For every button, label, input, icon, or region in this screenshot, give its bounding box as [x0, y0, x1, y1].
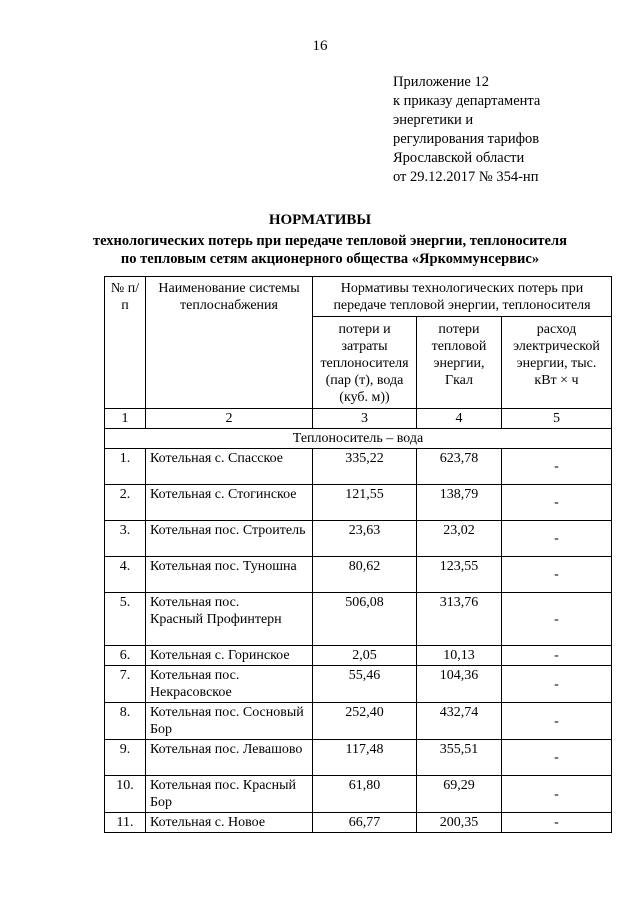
subtitle-line: по тепловым сетям акционерного общества «Яркоммунсервис»: [120, 251, 540, 267]
row-heat-value: 69,29: [417, 776, 502, 813]
table-row: [105, 776, 612, 813]
row-power-value: -: [502, 593, 612, 646]
header-norms-group: Нормативы технологических потерь при передаче тепловой энергии, теплоносителя: [313, 277, 612, 317]
column-number: 5: [502, 409, 612, 429]
header-coolant-losses: потери и затраты теплоносителя (пар (т), вода (куб. м)): [313, 317, 417, 409]
row-power-value: -: [502, 449, 612, 485]
row-heat-value: 313,76: [417, 593, 502, 646]
row-system-name: Котельная пос. Сосновый Бор: [146, 703, 313, 740]
table-row: [105, 703, 612, 740]
row-system-name: Котельная с. Новое: [146, 813, 313, 833]
header-system-name: Наименование системы теплоснабжения: [146, 277, 313, 409]
row-coolant-value: 335,22: [313, 449, 417, 485]
appendix-line: регулирования тарифов: [393, 131, 540, 147]
row-number: 4.: [105, 557, 146, 593]
row-heat-value: 104,36: [417, 666, 502, 703]
table-row: [105, 666, 612, 703]
appendix-line: Приложение 12: [393, 74, 489, 90]
row-coolant-value: 66,77: [313, 813, 417, 833]
row-coolant-value: 55,46: [313, 666, 417, 703]
section-title: Теплоноситель – вода: [105, 429, 612, 449]
row-power-value: -: [502, 521, 612, 557]
row-heat-value: 432,74: [417, 703, 502, 740]
subtitle-line: технологических потерь при передаче тепловой энергии, теплоносителя: [93, 233, 567, 249]
row-heat-value: 123,55: [417, 557, 502, 593]
row-system-name: Котельная с. Горинское: [146, 646, 313, 666]
row-heat-value: 10,13: [417, 646, 502, 666]
section-row: [105, 429, 612, 449]
row-number: 3.: [105, 521, 146, 557]
row-number: 5.: [105, 593, 146, 646]
row-coolant-value: 252,40: [313, 703, 417, 740]
table-row: [105, 521, 612, 557]
document-subtitle: [0, 232, 640, 268]
row-coolant-value: 117,48: [313, 740, 417, 776]
row-coolant-value: 2,05: [313, 646, 417, 666]
appendix-line: к приказу департамента: [393, 93, 541, 109]
column-numbers-row: [105, 409, 612, 429]
row-number: 8.: [105, 703, 146, 740]
column-number: 3: [313, 409, 417, 429]
row-system-name: Котельная пос. Красный Бор: [146, 776, 313, 813]
row-power-value: -: [502, 813, 612, 833]
row-system-name: Котельная с. Спасское: [146, 449, 313, 485]
column-number: 2: [146, 409, 313, 429]
row-number: 6.: [105, 646, 146, 666]
norms-table: [104, 276, 612, 833]
row-system-name: Котельная пос. Красный Профинтерн: [146, 593, 313, 646]
header-row: [105, 277, 612, 317]
row-coolant-value: 23,63: [313, 521, 417, 557]
row-system-name: Котельная пос. Туношна: [146, 557, 313, 593]
row-heat-value: 623,78: [417, 449, 502, 485]
row-power-value: -: [502, 703, 612, 740]
page-number: 16: [312, 38, 328, 54]
row-heat-value: 138,79: [417, 485, 502, 521]
row-system-name: Котельная пос. Некрасовское: [146, 666, 313, 703]
row-heat-value: 355,51: [417, 740, 502, 776]
row-number: 9.: [105, 740, 146, 776]
row-number: 10.: [105, 776, 146, 813]
row-number: 7.: [105, 666, 146, 703]
row-number: 11.: [105, 813, 146, 833]
appendix-line: энергетики и: [393, 112, 474, 128]
table-row: [105, 485, 612, 521]
table-row: [105, 449, 612, 485]
row-system-name: Котельная пос. Левашово: [146, 740, 313, 776]
row-number: 1.: [105, 449, 146, 485]
table-row: [105, 740, 612, 776]
table-row: [105, 646, 612, 666]
document-title: НОРМАТИВЫ: [268, 212, 372, 228]
header-number: № п/п: [105, 277, 146, 409]
row-power-value: -: [502, 557, 612, 593]
row-power-value: -: [502, 740, 612, 776]
row-power-value: -: [502, 485, 612, 521]
table-row: [105, 593, 612, 646]
row-coolant-value: 61,80: [313, 776, 417, 813]
row-coolant-value: 506,08: [313, 593, 417, 646]
row-heat-value: 200,35: [417, 813, 502, 833]
row-system-name: Котельная пос. Строитель: [146, 521, 313, 557]
row-coolant-value: 121,55: [313, 485, 417, 521]
row-power-value: -: [502, 646, 612, 666]
row-coolant-value: 80,62: [313, 557, 417, 593]
appendix-block: [393, 73, 540, 187]
table-row: [105, 813, 612, 833]
row-heat-value: 23,02: [417, 521, 502, 557]
row-system-name: Котельная с. Стогинское: [146, 485, 313, 521]
column-number: 4: [417, 409, 502, 429]
appendix-line: от 29.12.2017 № 354-нп: [393, 169, 539, 185]
header-power-consumption: расход электрической энергии, тыс. кВт × ч: [502, 317, 612, 409]
table-row: [105, 557, 612, 593]
column-number: 1: [105, 409, 146, 429]
row-number: 2.: [105, 485, 146, 521]
header-heat-losses: потери тепловой энергии, Гкал: [417, 317, 502, 409]
appendix-line: Ярославской области: [393, 150, 525, 166]
row-power-value: -: [502, 776, 612, 813]
row-power-value: -: [502, 666, 612, 703]
